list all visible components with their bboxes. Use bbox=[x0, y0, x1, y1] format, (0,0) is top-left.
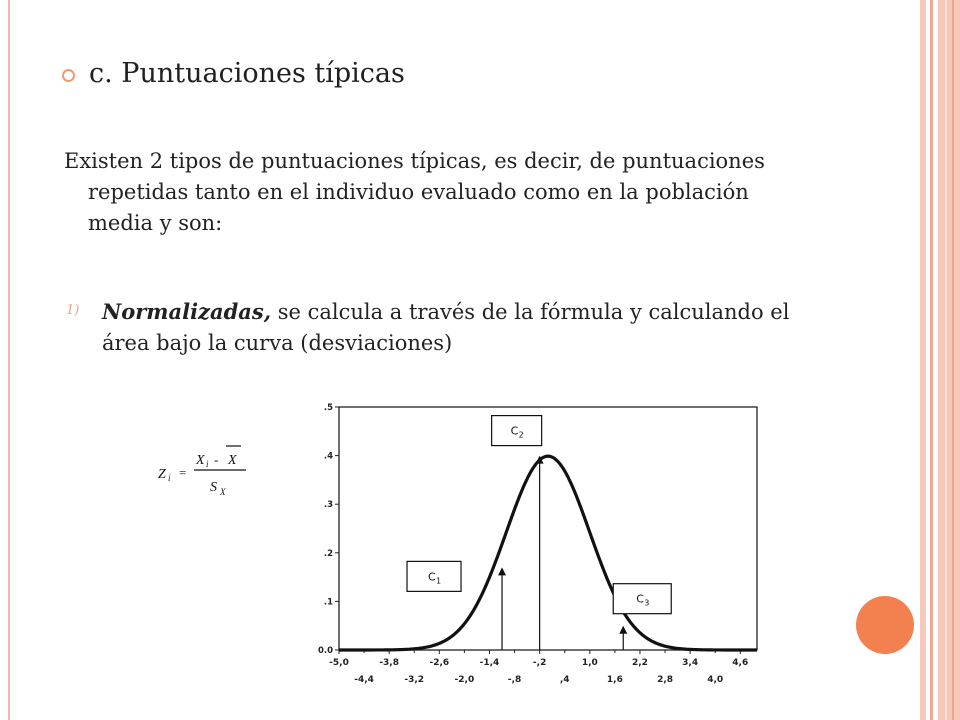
formula-s-sub: X bbox=[220, 487, 226, 497]
x-tick-label: -3,8 bbox=[379, 658, 400, 668]
title-row bbox=[62, 58, 405, 89]
x-tick-label: -4,4 bbox=[354, 675, 374, 685]
x-tick-label: -1,4 bbox=[479, 658, 500, 668]
decor-stripe bbox=[952, 0, 954, 720]
x-tick-label: 1,6 bbox=[606, 675, 623, 685]
x-tick-label: 3,4 bbox=[682, 658, 699, 668]
y-tick-label: .2 bbox=[323, 548, 333, 559]
x-tick-label: -,2 bbox=[532, 658, 547, 668]
list-text bbox=[102, 296, 792, 359]
formula-minus: - bbox=[214, 452, 219, 467]
formula-xbar: X bbox=[228, 453, 237, 468]
formula-s: S bbox=[210, 480, 217, 495]
title-bullet-icon bbox=[62, 69, 75, 82]
list-emphasis: Normalizadas, bbox=[102, 299, 272, 324]
annotation-arrow-head bbox=[498, 567, 506, 575]
x-tick-label: ,4 bbox=[559, 675, 570, 685]
decor-stripe bbox=[945, 0, 947, 720]
annotation-label-sub: 1 bbox=[436, 576, 442, 586]
intro-paragraph: Existen 2 tipos de puntuaciones típicas, es decir, de puntuaciones repetidas tanto en el individuo evaluado como en la población media y son: bbox=[64, 149, 765, 235]
annotation-arrow-head bbox=[619, 626, 627, 634]
y-tick-label: .3 bbox=[323, 500, 333, 511]
annotation-label: C bbox=[510, 424, 519, 438]
x-tick-label: -3,2 bbox=[404, 675, 425, 685]
x-tick-label: 4,6 bbox=[732, 658, 749, 668]
frame-left-line bbox=[8, 0, 10, 720]
plot-frame bbox=[339, 407, 757, 650]
formula-equals: = bbox=[179, 465, 187, 480]
decor-stripe bbox=[938, 0, 960, 720]
x-tick-label: -2,6 bbox=[429, 658, 450, 668]
x-tick-label: -,8 bbox=[507, 675, 522, 685]
z-score-formula bbox=[158, 440, 278, 500]
formula-z-sub: i bbox=[168, 473, 171, 483]
annotation-label: C bbox=[636, 592, 644, 606]
formula-z: Z bbox=[158, 467, 166, 482]
decor-orange-circle bbox=[856, 596, 914, 654]
y-tick-label: .5 bbox=[323, 403, 333, 413]
normal-distribution-chart bbox=[303, 397, 763, 691]
x-tick-label: 2,2 bbox=[631, 658, 648, 668]
x-tick-label: -5,0 bbox=[329, 658, 349, 668]
list-body: se calcula a través de la fórmula y calculando el área bajo la curva (desviaciones) bbox=[102, 300, 790, 355]
y-tick-label: 0.0 bbox=[317, 646, 333, 656]
slide-title: c. Puntuaciones típicas bbox=[89, 58, 405, 89]
annotation-label-sub: 3 bbox=[644, 598, 650, 608]
list-number: 1) bbox=[66, 303, 80, 318]
curve-line bbox=[339, 456, 757, 650]
x-tick-label: -2,0 bbox=[454, 675, 475, 685]
x-tick-label: 4,0 bbox=[707, 675, 724, 685]
annotation-label-sub: 2 bbox=[518, 430, 524, 440]
y-tick-label: .4 bbox=[323, 451, 333, 462]
y-tick-label: .1 bbox=[323, 597, 333, 608]
x-tick-label: 1,0 bbox=[581, 658, 598, 668]
formula-xi-sub: i bbox=[206, 459, 209, 469]
annotation-label: C bbox=[428, 570, 436, 584]
formula-xi: X bbox=[196, 453, 205, 468]
x-tick-label: 2,8 bbox=[657, 675, 674, 685]
